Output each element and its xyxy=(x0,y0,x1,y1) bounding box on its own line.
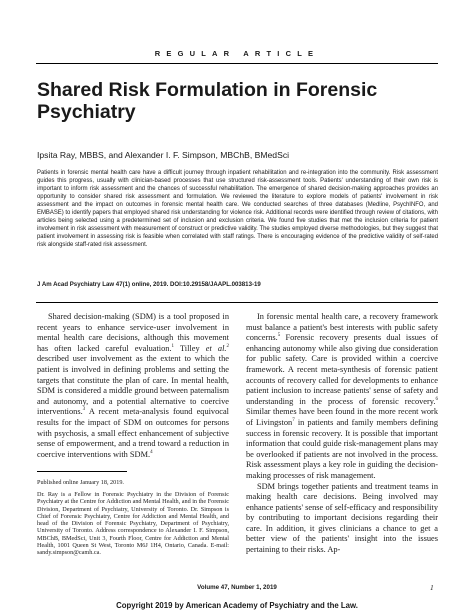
author-affiliation: Dr. Ray is a Fellow in Forensic Psychiatry in the Division of Forensic Psychiatry at the Centre for Addiction and Mental Health, and in the Forensic Division, Department of Psychiatry, University of Toronto. Dr. Simpson is Chief of Forensic Psychiatry, Centre for Addiction and Mental Health, and head of the Division of Forensic Psychiatry, Department of Psychiatry, University of Toronto. Address correspondence to Alexander I. F. Simpson, MBChB, BMedSci, Unit 3, Fourth Floor, Centre for Addiction and Mental Health, 1001 Queen St West, Toronto M6J 1H4, Ontario, Canada. E-mail: sandy.simpson@camh.ca. xyxy=(37,491,229,557)
reference-marker[interactable]: 6 xyxy=(435,396,438,402)
reference-marker[interactable]: 2 xyxy=(226,344,229,349)
author-line: Ipsita Ray, MBBS, and Alexander I. F. Simpson, MBChB, BMedSci xyxy=(37,150,290,160)
reference-marker[interactable]: 5 xyxy=(277,333,281,339)
top-rule xyxy=(36,63,438,64)
published-date: Published online January 18, 2019. xyxy=(37,479,124,486)
body-paragraph: Shared decision-making (SDM) is a tool proposed in recent years to enhance service-user involvement in mental health care decisions, although this movement has often lacked careful evaluation.$^1$ Tilley et al.$^2$ described user involvement as the extent to which the patient is involved in defining problems and setting the targets that constitute the plan of care. In mental health, SDM is considered a middle ground between paternalism and autonomy, and a potential alternative to coercive interventions.$^3$ A recent meta-analysis found equivocal results for the impact of SDM on outcomes for persons with psychosis, a small effect enhancement of subjective sense of empowerment, and a trend toward a reduction in coercive interventions with SDM.$^4$ xyxy=(37,312,229,459)
reference-marker[interactable]: 3 xyxy=(82,407,86,413)
page-number: 1 xyxy=(430,583,434,592)
section-label: REGULAR ARTICLE xyxy=(154,49,320,58)
reference-marker[interactable]: 1 xyxy=(171,344,175,349)
footnote-rule xyxy=(37,471,127,472)
citation-line: J Am Acad Psychiatry Law 47(1) online, 2019. DOI:10.29158/JAAPL.003813-19 xyxy=(37,281,261,288)
abstract: Patients in forensic mental health care have a difficult journey through inpatient rehabilitation and re-integration into the community. Risk assessment guides this progress, usually with clinician-based processes that use structured risk-assessment tools. Patients' understanding of their own risk is important to inform risk assessment and the chances of successful rehabilitation. The emergence of shared decision-making approaches provides an opportunity to consider shared risk assessment and formulation. We reviewed the literature to explore models of patients' involvement in risk assessment and the impact on outcomes in forensic mental health care. We conducted searches of three databases (Medline, PsychINFO, and EMBASE) to identify papers that employed shared risk understanding for violence risk. Additional records were identified through review of citations, with articles being selected using a predetermined set of inclusion and exclusion criteria. We found five studies that met the inclusion criteria for patient involvement in risk assessment with measurement of construct or predictive validity. The studies employed diverse methodologies, but they suggest that patient involvement in assessing risk is feasible when correlated with staff ratings. There is encouraging evidence of the predictive validity of self-rated risk alongside staff-rated risk assessment. xyxy=(37,170,438,248)
body-column-left xyxy=(37,312,229,460)
volume-info: Volume 47, Number 1, 2019 xyxy=(197,584,277,591)
section-rule xyxy=(36,302,438,303)
body-column-right xyxy=(246,312,438,556)
body-paragraph: SDM brings together patients and treatment teams in making health care decisions. Being involved may enhance patients' sense of self-efficacy and responsibility by contributing to important decisions regarding their care. In addition, it gives clinicians a chance to get a better view of the patients' insight into the issues pertaining to their risks. Ap- xyxy=(246,481,438,555)
reference-marker[interactable]: 4 xyxy=(150,449,153,455)
article-title: Shared Risk Formulation in Forensic Psychiatry xyxy=(37,79,378,123)
body-paragraph: In forensic mental health care, a recovery framework must balance a patient's best interests with public safety concerns.$^5$ Forensic recovery presents dual issues of enhancing autonomy while also giving due consideration for public safety. Care is provided within a coercive framework. A recent meta-synthesis of forensic patient accounts of recovery called for developments to enhance patient inclusion to increase patients' sense of safety and understanding in the process of forensic recovery.$^6$ Similar themes have been found in the more recent work of Livingston$^7$ in patients and family members defining success in forensic recovery. It is possible that important information that could guide risk-management plans may be overlooked if patients are not involved in the process. Risk assessment plays a key role in guiding the decision-making processes of risk management. xyxy=(246,312,438,480)
copyright-notice: Copyright 2019 by American Academy of Psychiatry and the Law. xyxy=(116,601,358,610)
reference-marker[interactable]: 7 xyxy=(292,418,295,424)
